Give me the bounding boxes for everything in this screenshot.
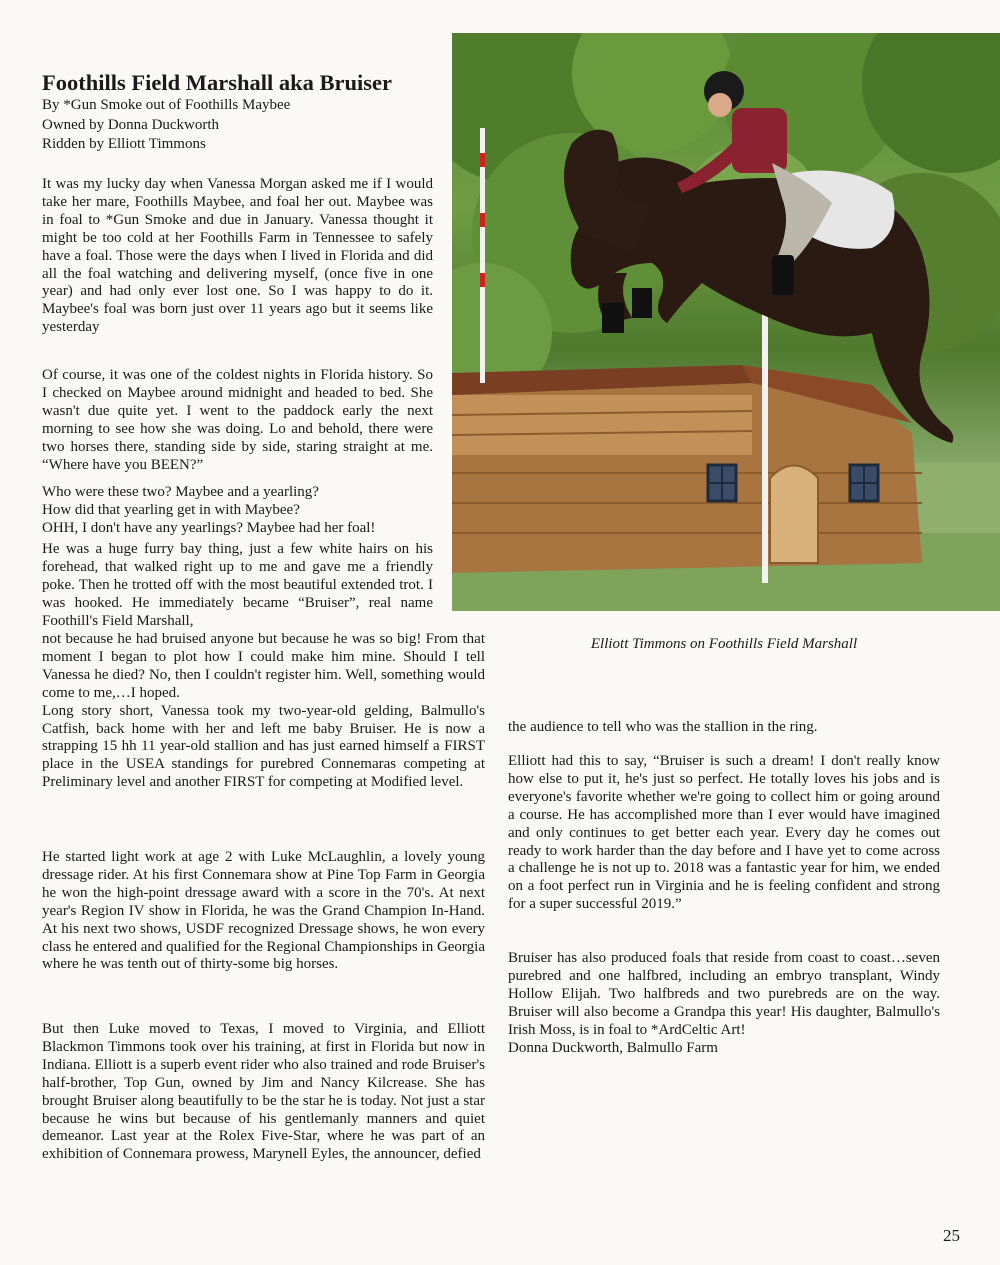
paragraph-early-training: He started light work at age 2 with Luke McLaughlin, a lovely young dressage rider. At his first Connemara show at Pine Top Farm in Georgia he won the high-point dressage award with a score in the 70's. At next year's Region IV show in Florida, he was the Grand Champion In-Hand. At his next two shows, USDF recognized Dressage shows, he won every class he entered and qualified for the Regional Championships in Georgia where he was tenth out of thirty-some big horses. [42, 849, 485, 973]
photo-caption: Elliott Timmons on Foothills Field Marshall [590, 636, 858, 652]
paragraph-foals: Bruiser has also produced foals that reside from coast to coast…seven purebred and one halfbred, including an embryo transplant, Windy Hollow Elijah. Two halfbreds and two purebreds are on the way. Bruiser will also become a Grandpa this year! His daughter, Balmullo's Irish Moss, is in foal to *ArdCeltic Art! Donna Duckworth, Balmullo Farm [508, 950, 940, 1056]
paragraph-foal-description: He was a huge furry bay thing, just a few white hairs on his forehead, that walked right up to me and gave me a friendly poke. Then he trotted off with the most beautiful extended trot. I was hooked. He immediately became “Bruiser”, real name Foothill's Field Marshall, [42, 541, 433, 629]
page-number: 25 [943, 1226, 960, 1245]
byline-rider: Ridden by Elliott Timmons [42, 136, 206, 152]
paragraph-elliott-training: But then Luke moved to Texas, I moved to Virginia, and Elliott Blackmon Timmons took over his training, at first in Florida but now in Indiana. Elliott is a superb event rider who also trained and rode Bruiser's half-brother, Top Gun, owned by Jim and Nancy Kilcrease. She has brought Bruiser along beautifully to be the star he is today. Not just a star because he wins but because of his gentlemanly manners and quiet demeanor. Last year at the Rolex Five-Star, where he was part of an exhibition of Connemara prowess, Marynell Eyles, the announcer, defied [42, 1021, 485, 1163]
horse-jump-illustration [452, 33, 1000, 611]
paragraph-intro: It was my lucky day when Vanessa Morgan asked me if I would take her mare, Foothills Maybee, and foal her out. Maybee was in foal to *Gun Smoke and due in January. Vanessa thought it might be too cold at her Foothills Farm in Tennessee to safely have a foal. Those were the days when I lived in Florida and did all the foal watching and delivering myself, (once five in one year) and had only ever lost one. So I was happy to do it. Maybee's foal was born just over 11 years ago but it seems like yesterday [42, 176, 433, 336]
article-title: Foothills Field Marshall aka Bruiser [42, 70, 393, 95]
paragraph-bruiser-name: not because he had bruised anyone but because he was so big! From that moment I began to plot how I could make him mine. Should I tell Vanessa he died? No, then I couldn't register him. Well, something would come to me,…I hoped. Long story short, Vanessa took my two-year-old gelding, Balmullo's Catfish, back home with her and left me baby Bruiser. He is now a strapping 15 hh 11 year-old stallion and has just earned himself a FIRST place in the USEA standings for purebred Connemaras competing at Preliminary level and another FIRST for competing at Modified level. [42, 631, 485, 791]
paragraph-yearling: Who were these two? Maybee and a yearling? How did that yearling get in with Maybee? OHH, I don't have any yearlings? Maybee had her foal! [42, 484, 376, 536]
paragraph-elliott-quote: Elliott had this to say, “Bruiser is such a dream! I don't really know how else to put it, he's just so perfect. He totally loves his jobs and is everyone's favorite whether we're going to collect him or going around a course. He has accomplished more than I ever would have imagined and only continues to get better each year. Every day he comes out ready to work harder than the day before and I have yet to come across a challenge he is not up to. 2018 was a fantastic year for him, we ended on a foot perfect run in Virginia and he is feeling confident and strong for a super successful 2019.” [508, 753, 940, 913]
byline-owner: Owned by Donna Duckworth [42, 116, 220, 133]
paragraph-cold-night: Of course, it was one of the coldest nights in Florida history. So I checked on Maybee around midnight and headed to bed. She wasn't due quite yet. I went to the paddock early the next morning to see how she was doing. Lo and behold, there were two horses there, standing side by side, staring straight at me. “Where have you BEEN?” [42, 367, 433, 473]
article-byline [42, 96, 442, 155]
photo-horse-jumping [452, 33, 1000, 611]
paragraph-stallion-ring: the audience to tell who was the stallion in the ring. [508, 719, 818, 735]
byline-sire-dam: By *Gun Smoke out of Foothills Maybee [42, 97, 291, 113]
